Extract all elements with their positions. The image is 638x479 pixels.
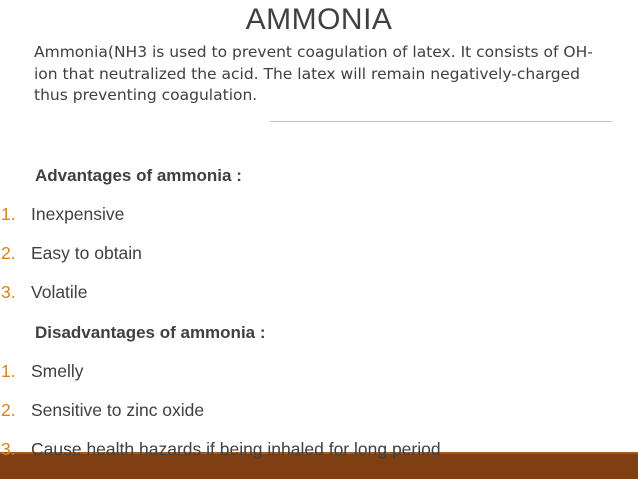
list-number: 1. [1,204,16,224]
list-number: 3. [1,439,16,459]
slide-title: AMMONIA [245,3,393,36]
list-number: 3. [1,282,16,302]
advantage-item [0,241,142,265]
list-number: 1. [1,361,16,381]
advantage-item [0,280,87,304]
disadvantage-item [0,437,441,461]
intro-paragraph: Ammonia(NH3 is used to prevent coagulation of latex. It consists of OH-ion that neutralized the acid. The latex will remain negatively-charged thus preventing coagulation. [34,43,593,104]
list-text: Sensitive to zinc oxide [31,400,205,420]
disadvantage-item [0,359,84,383]
disadvantage-item [0,398,204,422]
advantages-heading: Advantages of ammonia : [35,166,242,185]
list-text: Volatile [31,282,88,302]
divider-line [270,121,612,122]
list-text: Easy to obtain [31,243,142,263]
list-text: Inexpensive [31,204,125,224]
list-number: 2. [1,400,16,420]
advantage-item [0,202,124,226]
list-text: Cause health hazards if being inhaled for long period [31,439,441,459]
disadvantages-heading: Disadvantages of ammonia : [35,323,266,342]
list-number: 2. [1,243,16,263]
list-text: Smelly [31,361,84,381]
